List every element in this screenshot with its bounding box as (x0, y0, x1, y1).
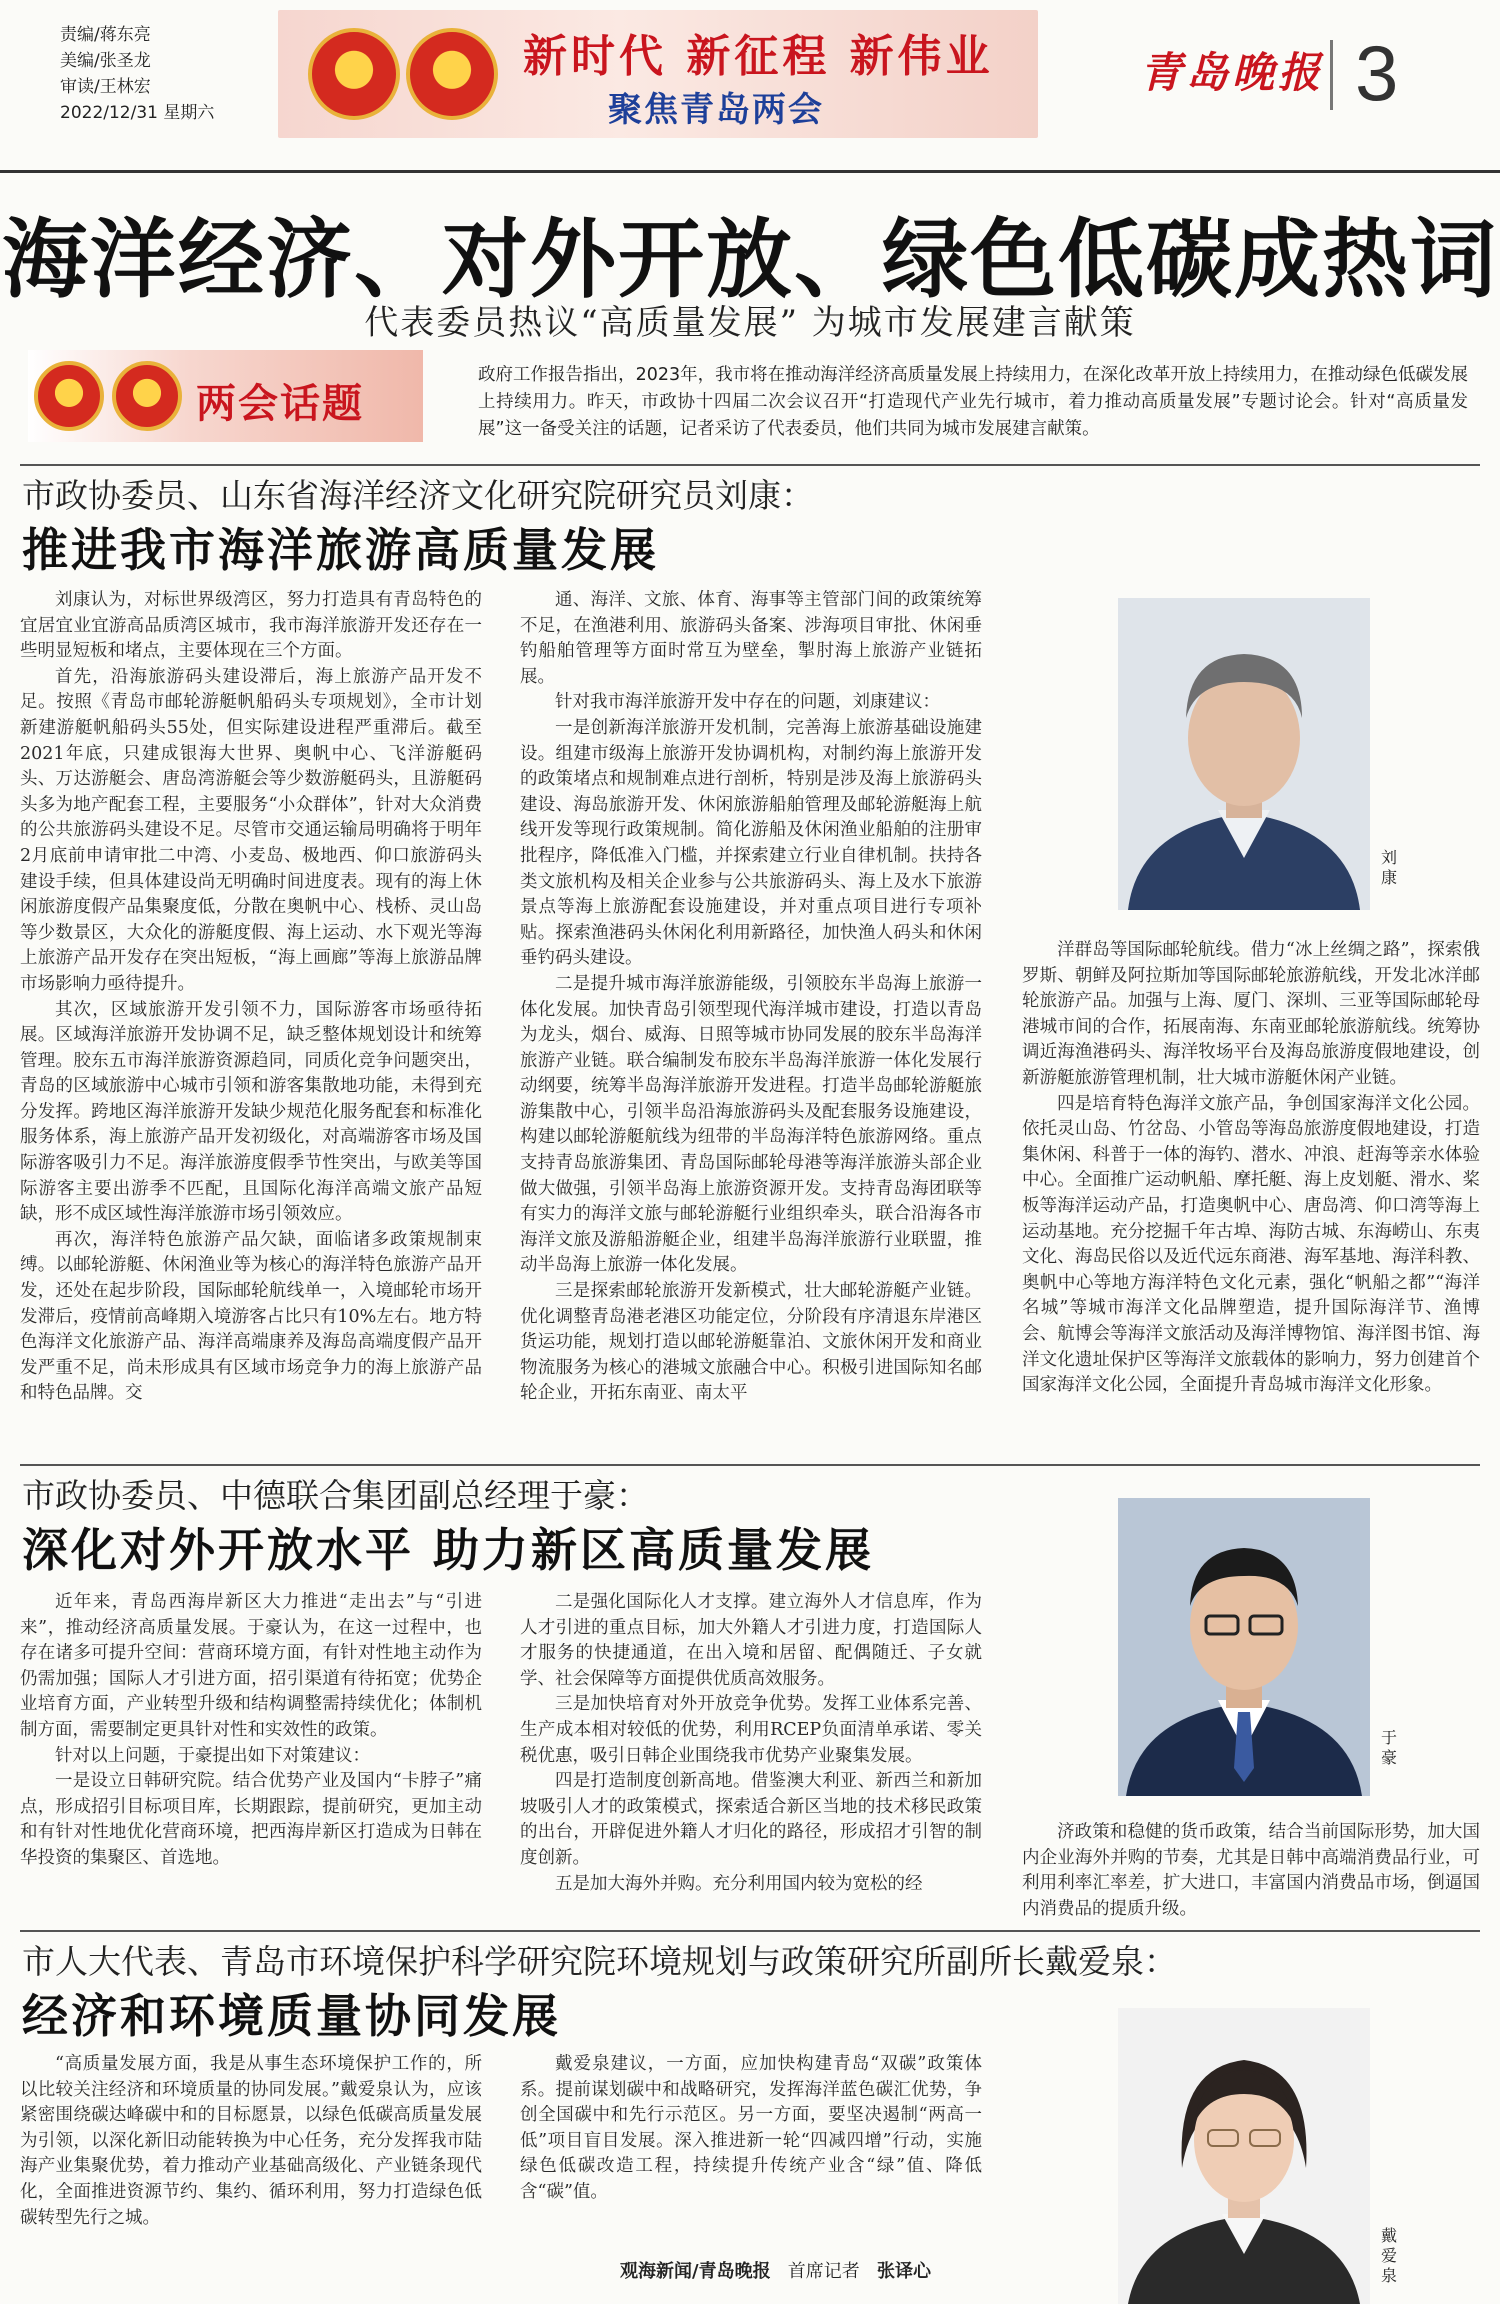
section-title: 经济和环境质量协同发展 (22, 1989, 561, 2043)
banner-subtitle: 聚焦青岛两会 (608, 90, 824, 130)
article-column (520, 588, 982, 1452)
header-divider (1330, 40, 1333, 110)
article-paragraph: 针对我市海洋旅游开发中存在的问题，刘康建议： (555, 692, 940, 713)
article-paragraph: 再次，海洋特色旅游产品欠缺，面临诸多政策规制束缚。以邮轮游艇、休闲渔业等为核心的海洋特色旅游产品开发，还处在起步阶段，国际邮轮航线单一，入境邮轮市场开发滞后，疫情前高峰期入境游客占比只有10%左右。地方特色海洋文化旅游产品、海洋高端康养及海岛高端度假产品开发严重不足，尚未形成具有区域市场竞争力的海上旅游产品和特色品牌。交 (20, 1229, 482, 1404)
article-paragraph: 四是培育特色海洋文旅产品，争创国家海洋文化公园。依托灵山岛、竹岔岛、小管岛等海岛旅游度假地建设，打造集休闲、科普于一体的海钓、潜水、冲浪、赶海等亲水体验中心。全面推广运动帆船、摩托艇、海上皮划艇、滑水、桨板等海洋运动产品，打造奥帆中心、唐岛湾、仰口湾等海上运动基地。充分挖掘千年古埠、海防古城、东海崂山、东夷文化、海岛民俗以及近代远东商港、海军基地、海洋科教、奥帆中心等地方海洋特色文化元素，强化“帆船之都”“海洋名城”等城市海洋文化品牌塑造，提升国际海洋节、渔博会、航博会等海洋文旅活动及海洋博物馆、海洋图书馆、海洋文化遗址保护区等海洋文旅载体的影响力，努力创建首个国家海洋文化公园，全面提升青岛城市海洋文化形象。 (1022, 1093, 1480, 1396)
topic-tag (28, 350, 423, 442)
article-paragraph: 洋群岛等国际邮轮航线。借力“冰上丝绸之路”，探索俄罗斯、朝鲜及阿拉斯加等国际邮轮旅游航线，开发北冰洋邮轮旅游产品。加强与上海、厦门、深圳、三亚等国际邮轮母港城市间的合作，拓展南海、东南亚邮轮旅游航线。统筹协调近海渔港码头、海洋牧场平台及海岛旅游度假地建设，创新游艇旅游管理机制，壮大城市游艇休闲产业链。 (1022, 940, 1480, 1088)
byline (620, 2257, 931, 2283)
interviewee-role: 市政协委员、中德联合集团副总经理于豪： (22, 1476, 649, 1515)
header-rule (0, 170, 1500, 173)
cppcc-emblem-icon (112, 361, 182, 431)
photo-caption: 戴爱泉 (1380, 2226, 1397, 2285)
article-column (20, 2052, 482, 2288)
article-paragraph: “高质量发展方面，我是从事生态环境保护工作的，所以比较关注经济和环境质量的协同发展。”戴爱泉认为，应该紧密围绕碳达峰碳中和的目标愿景，以绿色低碳高质量发展为引领，以深化新旧动能转换为中心任务，充分发挥我市陆海产业集聚优势，着力推动产业基础高级化、产业链条现代化，全面推进资源节约、集约、循环利用，努力打造绿色低碳转型先行之城。 (20, 2054, 482, 2228)
section-title: 深化对外开放水平 助力新区高质量发展 (22, 1523, 875, 1577)
article-paragraph: 近年来，青岛西海岸新区大力推进“走出去”与“引进来”，推动经济高质量发展。于豪认为，在这一过程中，也存在诸多可提升空间：营商环境方面，有针对性地主动作为仍需加强；国际人才引进方面，招引渠道有待拓宽；优势企业培育方面，产业转型升级和结构调整需持续优化；体制机制方面，需要制定更具针对性和实效性的政策。 (20, 1592, 482, 1740)
article-paragraph: 三是探索邮轮旅游开发新模式，壮大邮轮游艇产业链。优化调整青岛港老港区功能定位，分阶段有序清退东岸港区货运功能，规划打造以邮轮游艇靠泊、文旅休闲开发和商业物流服务为核心的港城文旅融合中心。积极引进国际知名邮轮企业，开拓东南亚、南太平 (520, 1281, 982, 1404)
article-paragraph: 其次，区域旅游开发引领不力，国际游客市场亟待拓展。区域海洋旅游开发协调不足，缺乏整体规划设计和统筹管理。胶东五市海洋旅游资源趋同，同质化竞争问题突出，青岛的区域旅游中心城市引领和游客集散地功能，未得到充分发挥。跨地区海洋旅游开发缺少规范化服务配套和标准化服务体系，海上旅游产品开发初级化，对高端游客市场及国际游客吸引力不足。海洋旅游度假季节性突出，与欧美等国际游客主要出游季不匹配，且国际化海洋高端文旅产品短缺，形不成区域性海洋旅游市场引领效应。 (20, 999, 482, 1225)
article-column (520, 1590, 982, 1922)
article-paragraph: 刘康认为，对标世界级湾区，努力打造具有青岛特色的宜居宜业宜游高品质湾区城市，我市海洋旅游开发还存在一些明显短板和堵点，主要体现在三个方面。 (20, 590, 482, 662)
article-column (1022, 938, 1480, 1452)
photo-caption: 于豪 (1380, 1728, 1397, 1767)
topic-label: 两会话题 (196, 380, 364, 427)
article-paragraph: 通、海洋、文旅、体育、海事等主管部门间的政策统筹不足，在渔港利用、旅游码头备案、涉海项目审批、休闲垂钓船舶管理等方面时常互为壁垒，掣肘海上旅游产业链拓展。 (520, 590, 982, 687)
photo-caption: 刘康 (1380, 848, 1397, 887)
issue-date: 2022/12/31 星期六 (60, 103, 215, 123)
byline-source: 观海新闻/青岛晚报 (620, 2261, 771, 2282)
portrait-photo (1118, 2008, 1370, 2304)
article-paragraph: 一是创新海洋旅游开发机制，完善海上旅游基础设施建设。组建市级海上旅游开发协调机构，对制约海上旅游开发的政策堵点和规制难点进行剖析，特别是涉及海上旅游码头建设、海岛旅游开发、休闲旅游船舶管理及邮轮游艇海上航线开发等现行政策规制。简化游船及休闲渔业船舶的注册审批程序，降低准入门槛，并探索建立行业自律机制。扶持各类文旅机构及相关企业参与公共旅游码头、海上及水下旅游景点等海上旅游配套设施建设，并对重点项目进行专项补贴。探索渔港码头休闲化利用新路径，加快渔人码头和休闲垂钓码头建设。 (520, 717, 982, 969)
article-paragraph: 二是强化国际化人才支撑。建立海外人才信息库，作为人才引进的重点目标，加大外籍人才引进力度，打造国际人才服务的快捷通道，在出入境和居留、配偶随迁、子女就学、社会保障等方面提供优质高效服务。 (520, 1592, 982, 1689)
article-paragraph: 三是加快培育对外开放竞争优势。发挥工业体系完善、生产成本相对较低的优势，利用RCEP负面清单承诺、零关税优惠，吸引日韩企业围绕我市优势产业聚集发展。 (520, 1694, 982, 1766)
section-rule (20, 1930, 1480, 1932)
newspaper-logo: 青岛晚报 (1140, 48, 1325, 97)
section-title: 推进我市海洋旅游高质量发展 (22, 523, 659, 577)
section-banner (278, 10, 1038, 138)
page-subheadline: 代表委员热议“高质量发展” 为城市发展建言献策 (364, 303, 1136, 343)
portrait-photo (1118, 1498, 1370, 1796)
national-emblem-icon (308, 28, 400, 120)
cppcc-emblem-icon (406, 28, 498, 120)
article-paragraph: 五是加大海外并购。充分利用国内较为宽松的经 (555, 1873, 923, 1894)
banner-slogan: 新时代 新征程 新伟业 (523, 31, 994, 82)
portrait-photo (1118, 598, 1370, 910)
section-rule (20, 464, 1480, 466)
article-paragraph: 济政策和稳健的货币政策，结合当前国际形势，加大国内企业海外并购的节奏，尤其是日韩中高端消费品行业，可利用利率汇率差，扩大进口，丰富国内消费品市场，倒逼国内消费品的提质升级。 (1022, 1822, 1480, 1919)
credit-line: 责编/蒋东亮 (60, 25, 151, 45)
page-headline: 海洋经济、对外开放、绿色低碳成热词 (2, 209, 1498, 310)
interviewee-role: 市人大代表、青岛市环境保护科学研究院环境规划与政策研究所副所长戴爱泉： (22, 1942, 1177, 1981)
credit-line: 审读/王林宏 (60, 77, 151, 97)
article-column (20, 1590, 482, 1922)
section-rule (20, 1464, 1480, 1466)
article-column (1022, 1820, 1480, 1922)
article-paragraph: 首先，沿海旅游码头建设滞后，海上旅游产品开发不足。按照《青岛市邮轮游艇帆船码头专项规划》，全市计划新建游艇帆船码头55处，但实际建设进程严重滞后。截至2021年底，只建成银海大世界、奥帆中心、飞洋游艇码头、万达游艇会、唐岛湾游艇会等少数游艇码头，且游艇码头多为地产配套工程，主要服务“小众群体”，针对大众消费的公共旅游码头建设不足。尽管市交通运输局明确将于明年2月底前申请审批二中湾、小麦岛、极地西、仰口旅游码头建设手续，但具体建设尚无明确时间进度表。现有的海上休闲旅游度假产品集聚度低，分散在奥帆中心、栈桥、灵山岛等少数景区，大众化的游艇度假、海上运动、水下观光等海上旅游产品开发存在突出短板，“海上画廊”等海上旅游品牌市场影响力亟待提升。 (20, 666, 482, 994)
interviewee-role: 市政协委员、山东省海洋经济文化研究院研究员刘康： (22, 476, 814, 515)
article-paragraph: 二是提升城市海洋旅游能级，引领胶东半岛海上旅游一体化发展。加快青岛引领型现代海洋城市建设，打造以青岛为龙头，烟台、威海、日照等城市协同发展的胶东半岛海洋旅游产业链。联合编制发布胶东半岛海洋旅游一体化发展行动纲要，统筹半岛海洋旅游开发进程。打造半岛邮轮游艇旅游集散中心，引领半岛沿海旅游码头及配套服务设施建设，构建以邮轮游艇航线为纽带的半岛海洋特色旅游网络。重点支持青岛旅游集团、青岛国际邮轮母港等海洋旅游头部企业做大做强，引领半岛海上旅游资源开发。支持青岛海团联等有实力的海洋文旅与邮轮游艇行业组织牵头，联合沿海各市海洋文旅及游船游艇企业，组建半岛海洋旅游行业联盟，推动半岛海上旅游一体化发展。 (520, 973, 982, 1276)
byline-role: 首席记者 (787, 2261, 860, 2282)
article-paragraph: 四是打造制度创新高地。借鉴澳大利亚、新西兰和新加坡吸引人才的政策模式，探索适合新区当地的技术移民政策的出台，开辟促进外籍人才归化的路径，形成招才引智的制度创新。 (520, 1771, 982, 1868)
intro-paragraph: 政府工作报告指出，2023年，我市将在推动海洋经济高质量发展上持续用力，在深化改革开放上持续用力，在推动绿色低碳发展上持续用力。昨天，市政协十四届二次会议召开“打造现代产业先行城市，着力推动高质量发展”专题讨论会。针对“高质量发展”这一备受关注的话题，记者采访了代表委员，他们共同为城市发展建言献策。 (478, 365, 1468, 439)
article-column (20, 588, 482, 1452)
article-paragraph: 一是设立日韩研究院。结合优势产业及国内“卡脖子”痛点，形成招引目标项目库，长期跟踪，提前研究，更加主动和有针对性地优化营商环境，把西海岸新区打造成为日韩在华投资的集聚区、首选地。 (20, 1771, 482, 1868)
editor-credits (60, 22, 220, 126)
article-column (520, 2052, 982, 2252)
article-paragraph: 戴爱泉建议，一方面，应加快构建青岛“双碳”政策体系。提前谋划碳中和战略研究，发挥海洋蓝色碳汇优势，争创全国碳中和先行示范区。另一方面，要坚决遏制“两高一低”项目盲目发展。深入推进新一轮“四减四增”行动，实施绿色低碳改造工程，持续提升传统产业含“绿”值、降低含“碳”值。 (520, 2054, 982, 2202)
article-paragraph: 针对以上问题，于豪提出如下对策建议： (55, 1745, 370, 1766)
byline-name: 张译心 (876, 2261, 931, 2282)
national-emblem-icon (34, 361, 104, 431)
credit-line: 美编/张圣龙 (60, 51, 151, 71)
page-number: 3 (1355, 29, 1399, 117)
